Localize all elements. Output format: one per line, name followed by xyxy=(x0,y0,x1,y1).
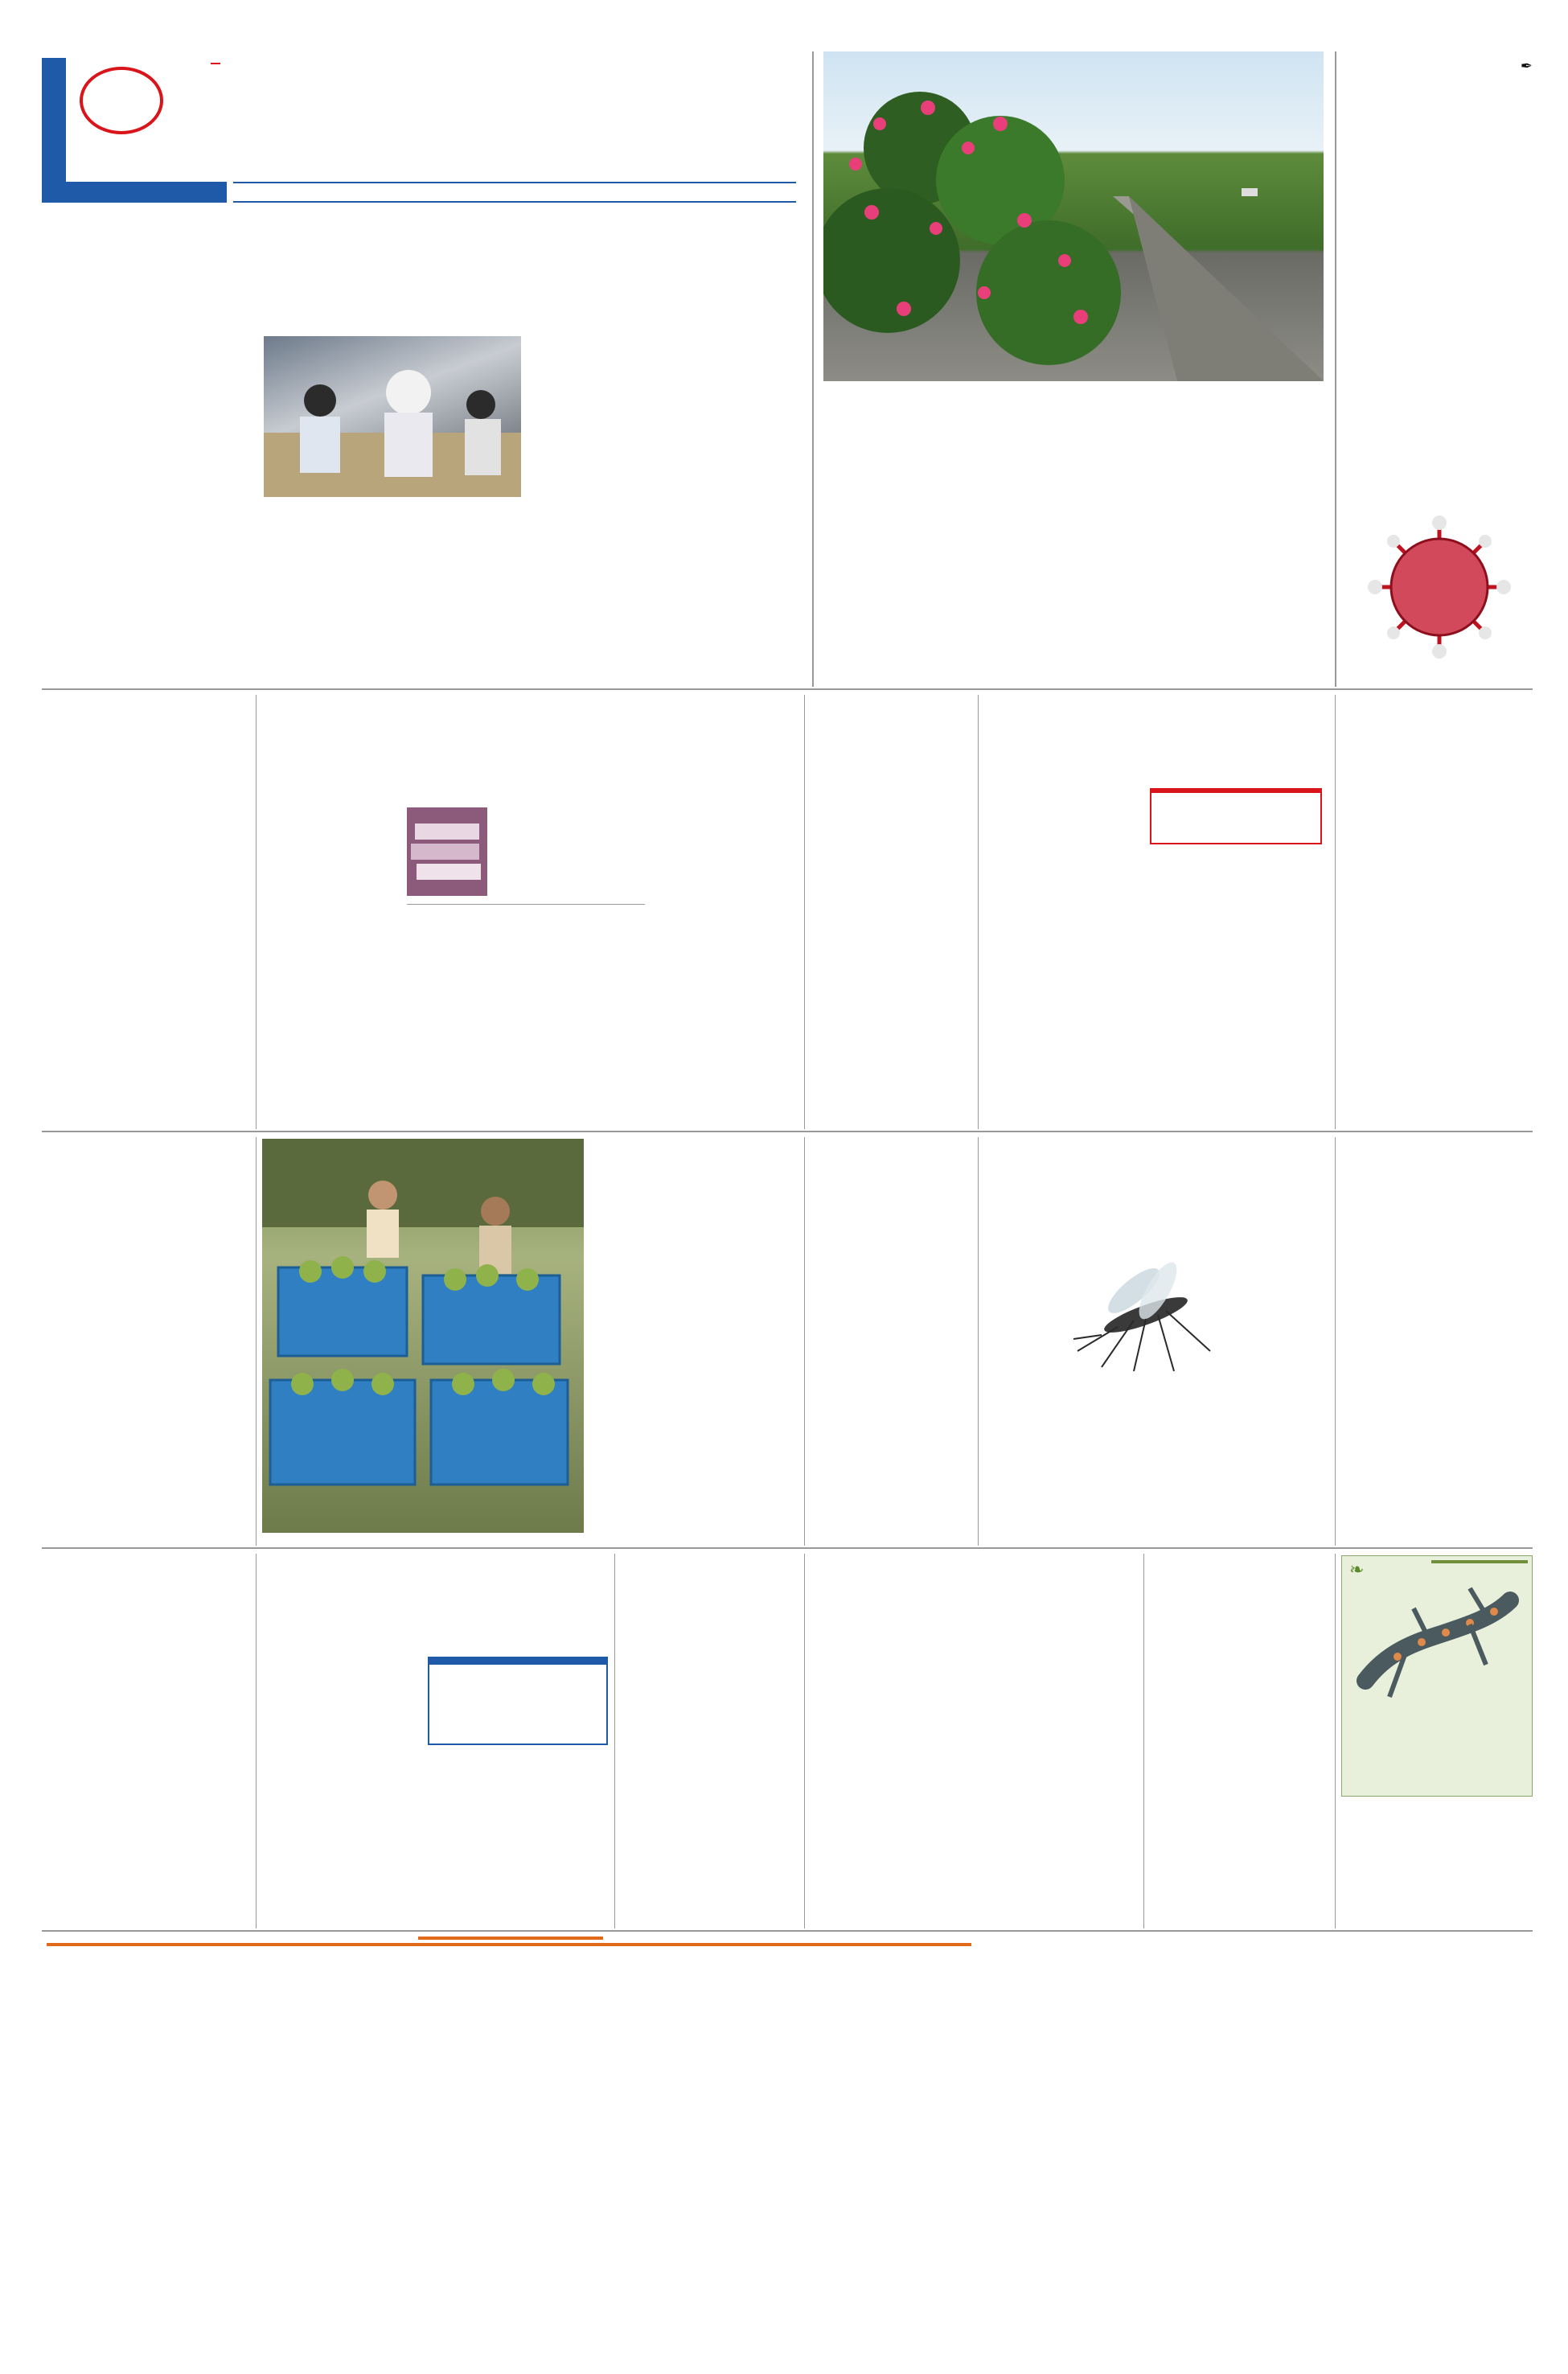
r4c-body xyxy=(621,1663,798,1908)
r2d-box xyxy=(1150,788,1322,844)
virus-illustration xyxy=(1367,507,1512,667)
r3a-body xyxy=(48,1251,249,1525)
r4b-body-2 xyxy=(428,1599,608,1655)
divider xyxy=(978,695,979,1129)
gecko-photo xyxy=(1349,1584,1525,1705)
pen-icon: ✒ xyxy=(1520,58,1533,75)
divider xyxy=(812,51,814,687)
page-label-strip xyxy=(42,58,66,203)
r4f-body xyxy=(1348,1800,1533,1908)
divider xyxy=(804,695,805,1129)
r4b-body xyxy=(262,1618,423,1908)
divider xyxy=(42,1131,1533,1132)
r4b-box-line1 xyxy=(429,1658,606,1665)
divider xyxy=(256,695,257,1129)
divider xyxy=(614,1554,615,1928)
r2a-body xyxy=(48,801,249,1107)
leaf-icon: ❧ xyxy=(1349,1560,1365,1580)
money-photo xyxy=(407,807,487,896)
r2b-body-2 xyxy=(653,807,798,1105)
divider xyxy=(256,1137,257,1546)
r3d-body-2 xyxy=(1153,1189,1322,1523)
divider xyxy=(1335,695,1336,1129)
road-flowers-photo xyxy=(823,51,1324,381)
r3b-body xyxy=(590,1250,799,1523)
r4e-body xyxy=(1150,1663,1327,1908)
r4a-body xyxy=(48,1637,249,1908)
column-label xyxy=(1348,58,1533,75)
gallery-border xyxy=(47,1943,971,1946)
r2d-body-2 xyxy=(1150,849,1322,1107)
divider xyxy=(1143,1554,1144,1928)
lead-body-2 xyxy=(531,336,796,497)
r2d-box-text xyxy=(1151,793,1320,799)
side-body xyxy=(1348,179,1533,484)
masthead-date-bar xyxy=(233,182,796,203)
mango-market-photo xyxy=(262,1139,584,1533)
divider xyxy=(256,1554,257,1928)
r3c-body xyxy=(811,1280,971,1523)
r4d-body xyxy=(811,1663,971,1908)
r2b-pull-2 xyxy=(407,904,645,908)
r2e-body xyxy=(1341,783,1533,1107)
divider xyxy=(804,1137,805,1546)
r4b-body-3 xyxy=(428,1750,608,1908)
lead-body xyxy=(48,351,257,672)
r4d-body-2 xyxy=(976,1698,1137,1908)
feature-body xyxy=(823,457,1065,659)
exam-photo xyxy=(264,336,521,497)
divider xyxy=(1335,1137,1336,1546)
feature-body-2 xyxy=(1077,437,1324,659)
divider xyxy=(42,1930,1533,1932)
divider xyxy=(1335,1554,1336,1928)
divider xyxy=(1335,51,1336,687)
masthead-day-bar xyxy=(66,182,227,203)
page-label xyxy=(42,58,48,74)
gallery-banner xyxy=(418,1937,603,1940)
r2b-body xyxy=(262,825,399,1107)
lead-body-3 xyxy=(264,502,796,655)
r4f-label xyxy=(1431,1560,1528,1563)
divider xyxy=(978,1137,979,1546)
divider xyxy=(42,1547,1533,1549)
r2c-body xyxy=(811,806,971,1107)
divider xyxy=(804,1554,805,1928)
r2d-body xyxy=(984,793,1145,1107)
r4b-box xyxy=(428,1657,608,1745)
tagline-top xyxy=(211,63,220,64)
divider xyxy=(42,688,1533,690)
anniversary-logo xyxy=(77,64,166,161)
r3e-body xyxy=(1341,1221,1533,1523)
r4b-box-line2 xyxy=(429,1665,606,1674)
